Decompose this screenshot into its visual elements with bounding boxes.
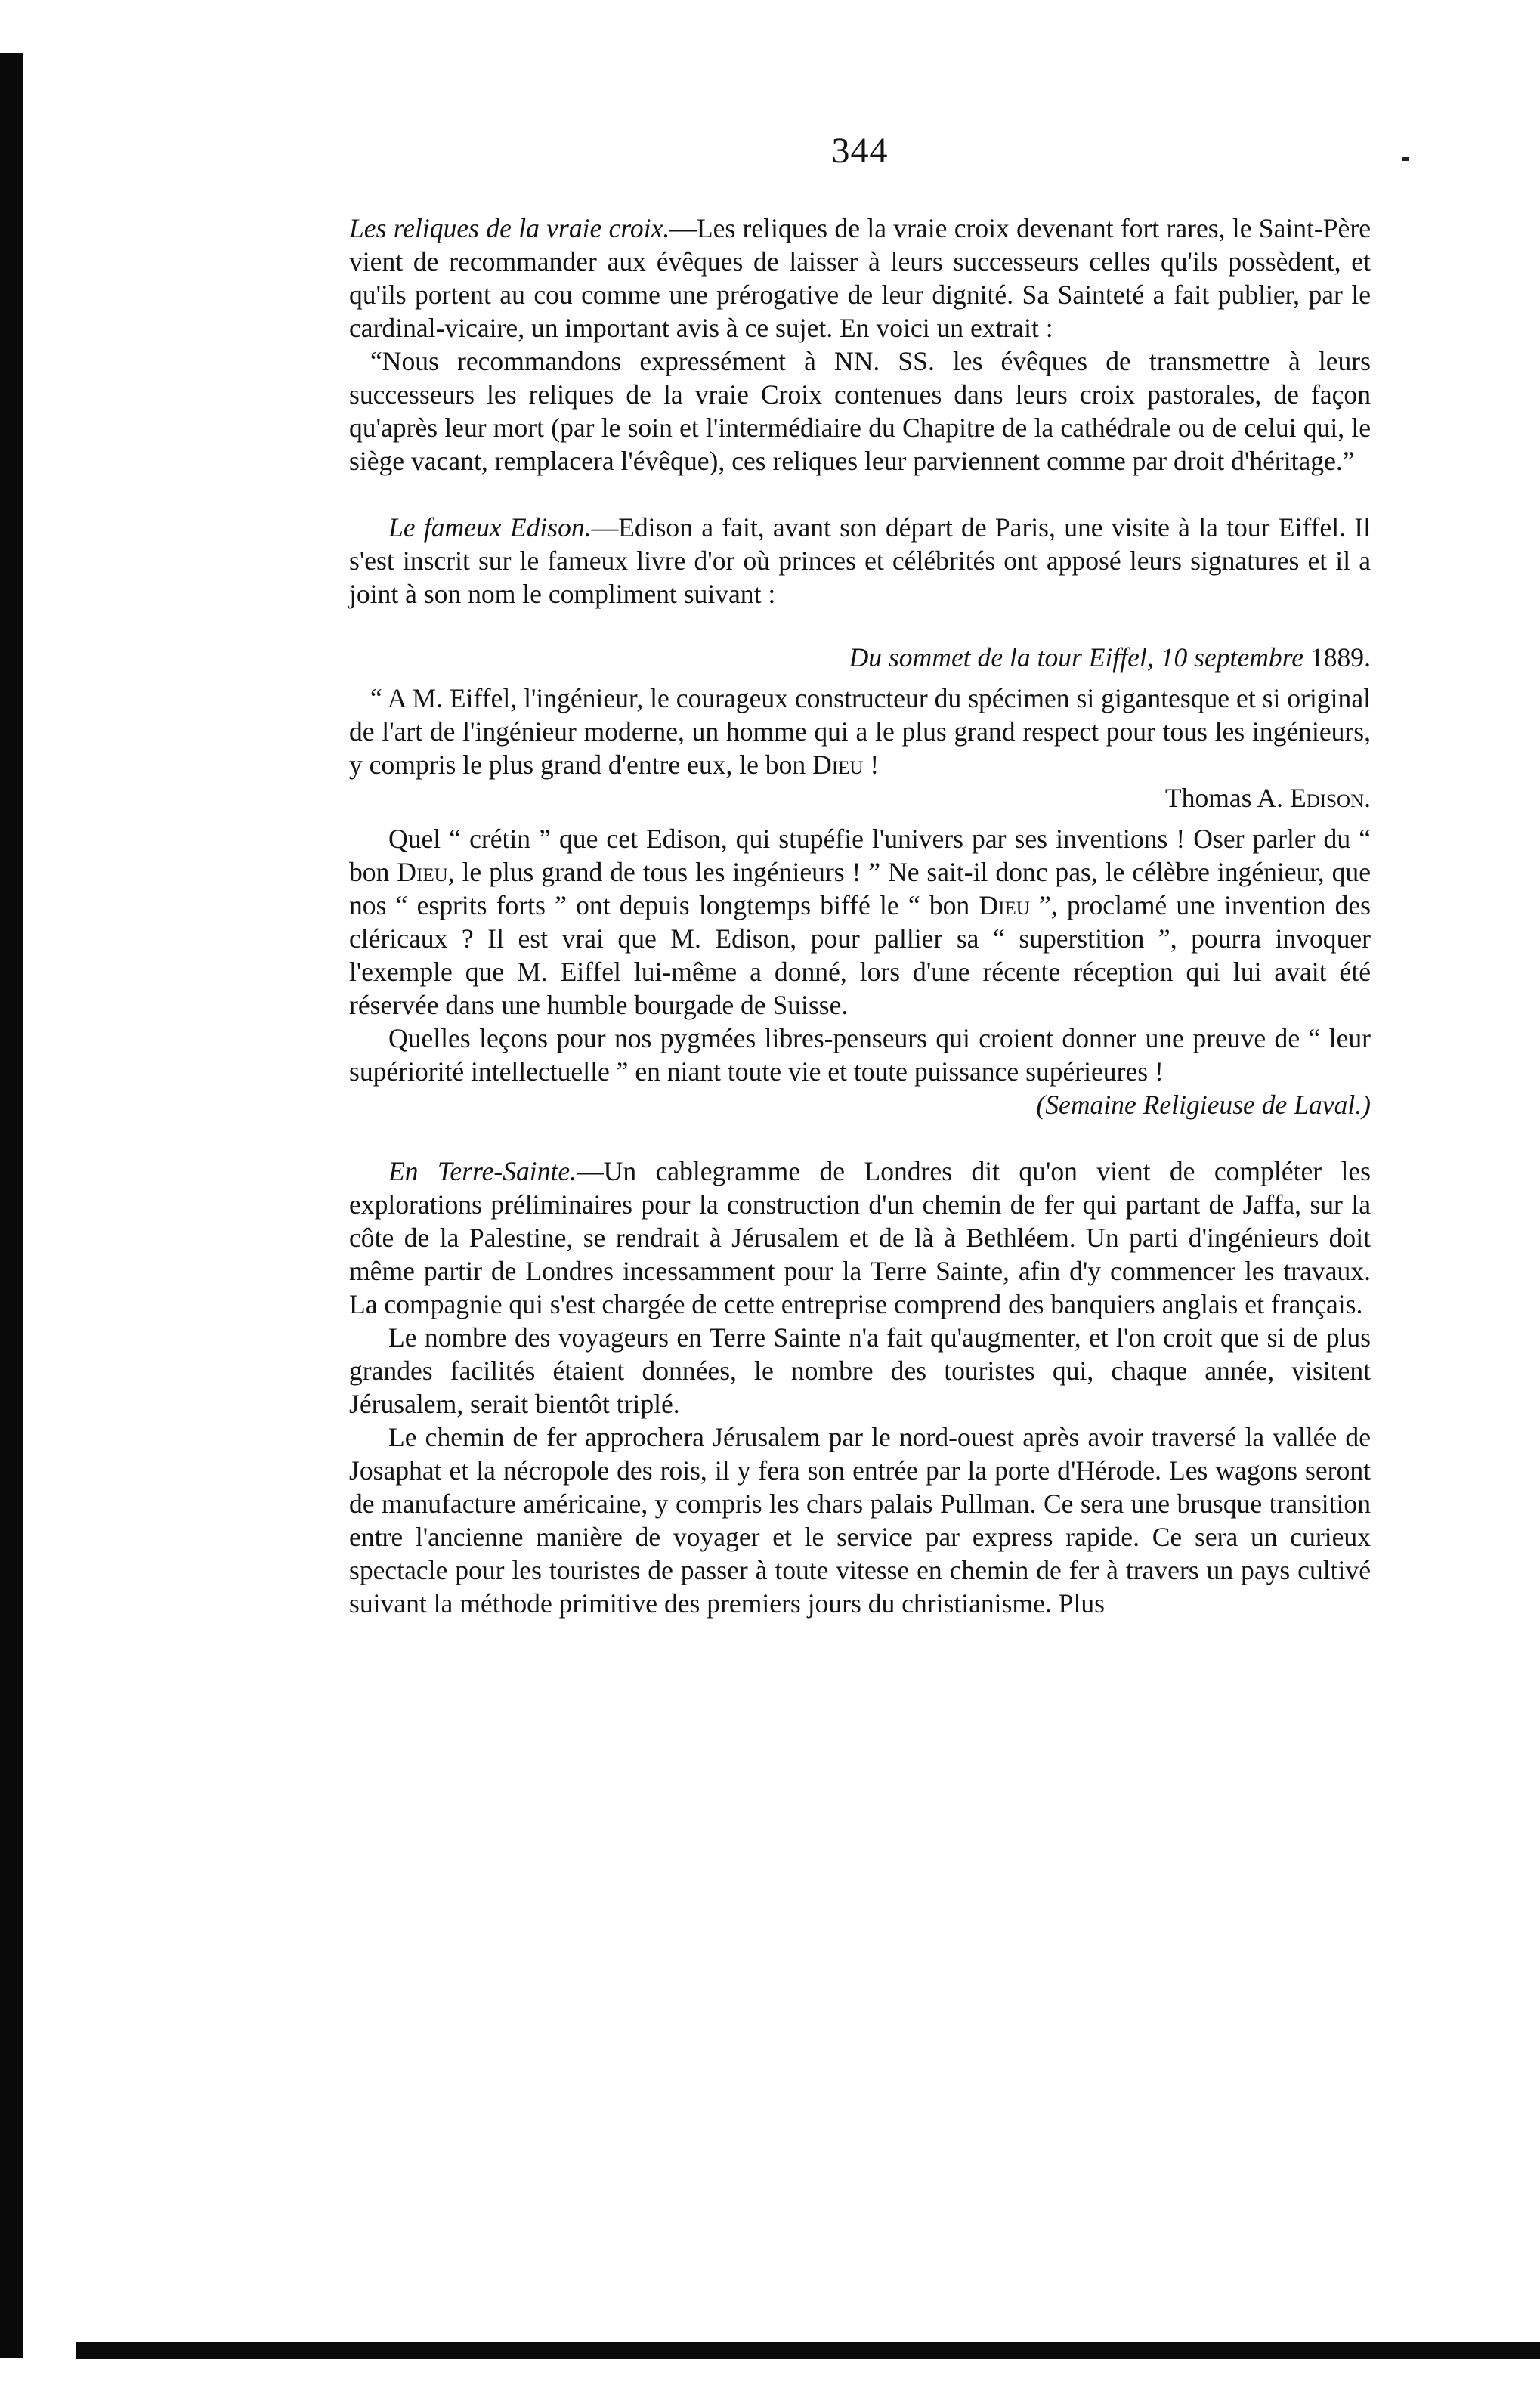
terre-sainte-para2: Le nombre des voyageurs en Terre Sainte n'a fait qu'augmenter, et l'on croit que si de plus grandes facilités étaient données, le nombre des touristes qui, chaque année, visitent Jérusalem, serait bientôt triplé. — [349, 1322, 1371, 1419]
paragraph-gap — [349, 815, 1371, 822]
dateline-year: 1889. — [1310, 642, 1371, 673]
dateline-date: 10 septembre — [1160, 642, 1304, 673]
commentary-part1: Quel “ crétin ” que cet Edison, qui stupéfie l'univers par ses inventions ! Oser parler du “ bon — [349, 824, 1371, 887]
dateline — [349, 641, 1371, 674]
scan-border-left — [0, 53, 23, 2358]
article-edison — [349, 511, 1371, 611]
signature-line — [349, 781, 1371, 815]
scan-speck — [1402, 157, 1409, 161]
source-citation: (Semaine Religieuse de Laval.) — [1036, 1090, 1371, 1120]
terre-sainte-para3: Le chemin de fer approchera Jérusalem par le nord-ouest après avoir traversé la vallée de Josaphat et la nécropole des rois, il y fera son entrée par la porte d'Hérode. Les wagons seront de manufacture américaine, y compris les chars palais Pullman. Ce sera une brusque transition entre l'ancienne manière de voyager et le service par express rapide. Ce sera un curieux spectacle pour les touristes de passer à toute vitesse en chemin de fer à travers un pays cultivé suivant la méthode primitive des premiers jours du christianisme. Plus — [349, 1422, 1371, 1619]
compliment — [349, 682, 1371, 781]
compliment-dieu: Dieu — [812, 750, 864, 780]
signature-first: Thomas A. — [1164, 783, 1284, 813]
section-gap — [349, 478, 1371, 511]
article-title-edison: Le fameux Edison. — [388, 512, 592, 543]
compliment-end: ! — [863, 750, 880, 780]
article-title-terre-sainte: En Terre-Sainte. — [388, 1156, 577, 1186]
source-line — [349, 1088, 1371, 1121]
article-reliques — [349, 212, 1371, 345]
commentary — [349, 822, 1371, 1022]
lesson: Quelles leçons pour nos pygmées libres-penseurs qui croient donner une preuve de “ leur supériorité intellectuelle ” en niant toute vie et toute puissance supérieures ! — [349, 1023, 1371, 1087]
article-terre-sainte — [349, 1155, 1371, 1321]
dateline-place: Du sommet de la tour Eiffel, — [849, 642, 1154, 673]
article-body-reliques: —Les reliques de la vraie croix devenant fort rares, le Saint-Père vient de recommander aux évêques de laisser à leurs successeurs celles qu'ils possèdent, et qu'ils portent au cou comme une prérogative de leur dignité. Sa Sainteté a fait publier, par le cardinal-vicaire, un important avis à ce sujet. En voici un extrait : — [349, 213, 1371, 343]
article-body-terre-sainte: —Un cablegramme de Londres dit qu'on vient de compléter les explorations préliminaires pour la construction d'un chemin de fer qui partant de Jaffa, sur la côte de la Palestine, se rendrait à Jérusalem et de là à Bethléem. Un parti d'ingénieurs doit même partir de Londres incessamment pour la Terre Sainte, afin d'y commencer les travaux. La compagnie qui s'est chargée de cette entreprise comprend des banquiers anglais et français. — [349, 1156, 1371, 1319]
signature-last: Edison. — [1289, 783, 1371, 813]
article-quote-reliques: “Nous recommandons expressément à NN. SS. les évêques de transmettre à leurs successeurs les reliques de la vraie Croix contenues dans leurs croix pastorales, de façon qu'après leur mort (par le soin et l'intermédiaire du Chapitre de la cathédrale ou de celui qui, le siège vacant, remplacera l'évêque), ces reliques leur parviennent comme par droit d'héritage.” — [349, 346, 1371, 476]
commentary-dieu-2: Dieu — [979, 890, 1030, 920]
commentary-dieu-1: Dieu — [397, 857, 448, 887]
article-title-reliques: Les reliques de la vraie croix. — [349, 213, 670, 243]
section-gap — [349, 1121, 1371, 1155]
compliment-text: “ A M. Eiffel, l'ingénieur, le courageux constructeur du spécimen si gigantesque et si original de l'art de l'ingénieur moderne, un homme qui a le plus grand respect pour tous les ingénieurs, y compris le plus grand d'entre eux, le bon — [349, 683, 1371, 780]
article-body-edison: —Edison a fait, avant son départ de Paris, une visite à la tour Eiffel. Il s'est inscrit sur le fameux livre d'or où princes et célébrités ont apposé leurs signatures et il a joint à son nom le compliment suivant : — [349, 512, 1371, 609]
signature — [1165, 781, 1371, 815]
commentary-part2: , le plus grand de tous les ingénieurs ! ” Ne sait-il donc pas, le célèbre ingénieur, que nos “ esprits forts ” ont depuis longtemps biffé le “ bon — [349, 857, 1371, 920]
commentary-part3: ”, proclamé une invention des cléricaux ? Il est vrai que M. Edison, pour pallier sa “ superstition ”, pourra invoquer l'exemple que M. Eiffel lui-même a donné, lors d'une récente réception qui lui avait été réservée dans une humble bourgade de Suisse. — [349, 890, 1371, 1020]
page-number: 344 — [831, 131, 889, 171]
page-content — [349, 128, 1371, 1620]
scan-border-bottom — [76, 2342, 1540, 2359]
